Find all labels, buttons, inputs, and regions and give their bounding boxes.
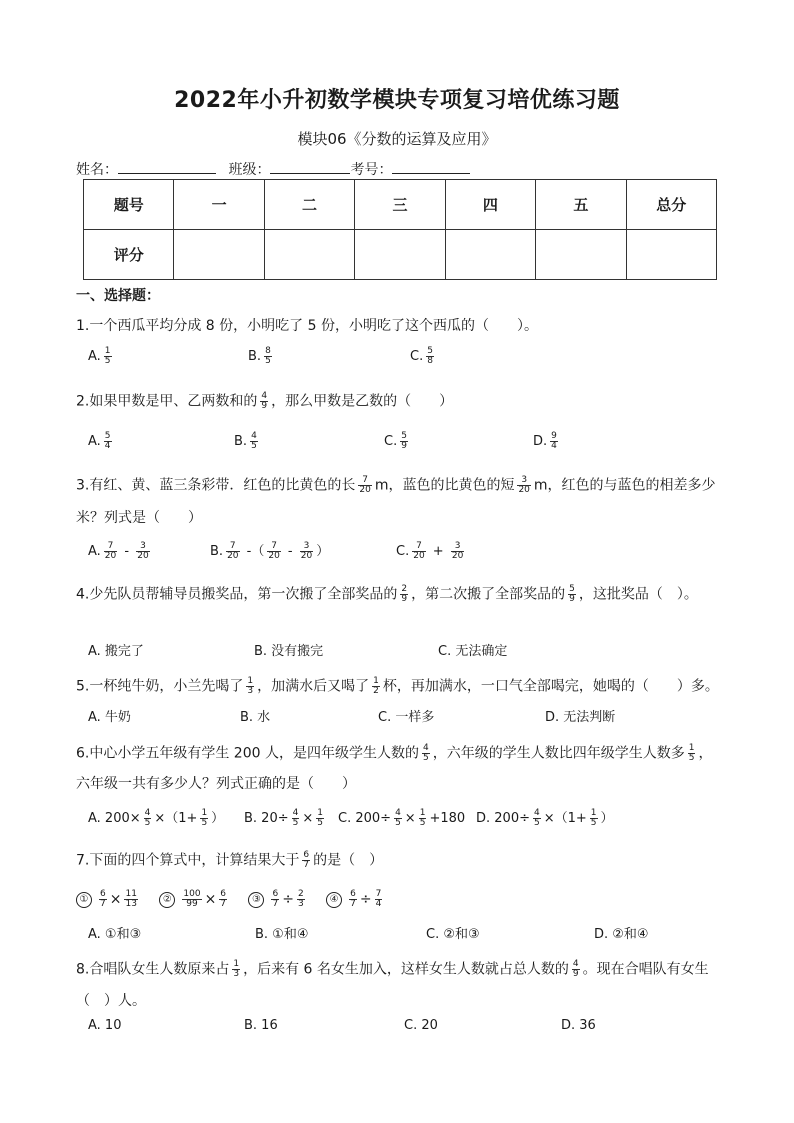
q1-option-b[interactable]: B. $\frac{8}{5}$ xyxy=(248,346,271,366)
name-label: 姓名： xyxy=(76,162,118,178)
q2-option-a[interactable]: A. $\frac{5}{4}$ xyxy=(88,431,111,451)
q7-option-a[interactable]: A. ①和③ xyxy=(88,927,142,942)
score-row-label: 评分 xyxy=(84,230,174,280)
q1-option-a[interactable]: A. $\frac{1}{5}$ xyxy=(88,346,111,366)
exam-number-blank[interactable] xyxy=(392,158,470,174)
question-2-text: 2.如果甲数是甲、乙两数和的 $\frac{4}{9}$ ，那么甲数是乙数的（ ） xyxy=(76,391,454,411)
q3-option-a[interactable]: A. $\frac{7}{20}$ - $\frac{3}{20}$ xyxy=(88,541,149,561)
student-info-line xyxy=(76,158,470,179)
question-7-text: 7.下面的四个算式中，计算结果大于 $\frac{6}{7}$ 的是（ ） xyxy=(76,850,384,870)
question-6-text-line2: 六年级一共有多少人？列式正确的是（ ） xyxy=(76,776,356,792)
circled-4: ④ xyxy=(326,892,342,908)
header-cell: 总分 xyxy=(626,180,716,230)
circled-3: ③ xyxy=(248,892,264,908)
q5-option-b[interactable]: B. 水 xyxy=(240,710,271,725)
q7-option-c[interactable]: C. ②和③ xyxy=(426,927,480,942)
score-cell[interactable] xyxy=(445,230,535,280)
header-cell: 三 xyxy=(355,180,445,230)
question-3-text: 3.有红、黄、蓝三条彩带．红色的比黄色的长 $\frac{7}{20}$ m，蓝色的比黄色的短 $\frac{3}{20}$ m，红色的与蓝色的相差多少 xyxy=(76,475,716,495)
score-cell[interactable] xyxy=(626,230,716,280)
header-cell: 一 xyxy=(174,180,264,230)
q3-option-c[interactable]: C. $\frac{7}{20}$ + $\frac{3}{20}$ xyxy=(396,541,464,561)
q4-option-c[interactable]: C. 无法确定 xyxy=(438,644,508,659)
class-label: 班级： xyxy=(228,162,271,178)
class-blank[interactable] xyxy=(270,158,350,174)
q3-option-b[interactable]: B. $\frac{7}{20}$ -（ $\frac{7}{20}$ - $\frac{3}{20}$ ） xyxy=(210,541,330,561)
name-blank[interactable] xyxy=(118,158,216,174)
q6-option-b[interactable]: B. 20÷ $\frac{4}{5}$ × $\frac{1}{5}$ xyxy=(244,808,323,828)
q7-option-d[interactable]: D. ②和④ xyxy=(594,927,649,942)
q7-option-b[interactable]: B. ①和④ xyxy=(255,927,309,942)
q5-option-d[interactable]: D. 无法判断 xyxy=(545,710,616,725)
q2-option-b[interactable]: B. $\frac{4}{5}$ xyxy=(234,431,257,451)
question-4-text: 4.少先队员帮辅导员搬奖品，第一次搬了全部奖品的 $\frac{2}{9}$ ，第二次搬了全部奖品的 $\frac{5}{9}$ ，这批奖品（ ）。 xyxy=(76,584,698,604)
circled-1: ① xyxy=(76,892,92,908)
header-cell: 题号 xyxy=(84,180,174,230)
q1-option-c[interactable]: C. $\frac{5}{8}$ xyxy=(410,346,433,366)
score-cell[interactable] xyxy=(264,230,354,280)
header-cell: 五 xyxy=(536,180,626,230)
q6-option-d[interactable]: D. 200÷ $\frac{4}{5}$ ×（1+ $\frac{1}{5}$ ） xyxy=(476,808,614,828)
page-title: 2022年小升初数学模块专项复习培优练习题 xyxy=(174,88,620,113)
q8-option-d[interactable]: D. 36 xyxy=(561,1018,596,1033)
q5-option-c[interactable]: C. 一样多 xyxy=(378,710,435,725)
q6-option-a[interactable]: A. 200× $\frac{4}{5}$ ×（1+ $\frac{1}{5}$ ） xyxy=(88,808,225,828)
q4-option-a[interactable]: A. 搬完了 xyxy=(88,644,144,659)
q4-option-b[interactable]: B. 没有搬完 xyxy=(254,644,324,659)
score-table-header-row xyxy=(84,180,717,230)
q8-option-c[interactable]: C. 20 xyxy=(404,1018,438,1033)
score-table-score-row xyxy=(84,230,717,280)
exam-label: 考号： xyxy=(350,162,393,178)
q6-option-c[interactable]: C. 200÷ $\frac{4}{5}$ × $\frac{1}{5}$ +180 xyxy=(338,808,466,828)
q8-option-a[interactable]: A. 10 xyxy=(88,1018,122,1033)
question-1-text: 1.一个西瓜平均分成 8 份，小明吃了 5 份，小明吃了这个西瓜的（ ）。 xyxy=(76,318,538,334)
header-cell: 四 xyxy=(445,180,535,230)
circled-2: ② xyxy=(159,892,175,908)
question-8-text-line2: （ ）人。 xyxy=(76,993,146,1009)
score-table xyxy=(83,179,717,280)
question-6-text: 6.中心小学五年级有学生 200 人，是四年级学生人数的 $\frac{4}{5}$ ，六年级的学生人数比四年级学生人数多 $\frac{1}{5}$ ， xyxy=(76,743,713,763)
q8-option-b[interactable]: B. 16 xyxy=(244,1018,278,1033)
q2-option-d[interactable]: D. $\frac{9}{4}$ xyxy=(533,431,557,451)
header-cell: 二 xyxy=(264,180,354,230)
score-cell[interactable] xyxy=(355,230,445,280)
score-cell[interactable] xyxy=(536,230,626,280)
question-8-text: 8.合唱队女生人数原来占 $\frac{1}{3}$ ，后来有 6 名女生加入，这样女生人数就占总人数的 $\frac{4}{9}$ 。现在合唱队有女生 xyxy=(76,959,709,979)
question-3-text-line2: 米？列式是（ ） xyxy=(76,510,202,526)
q5-option-a[interactable]: A. 牛奶 xyxy=(88,710,131,725)
page-subtitle: 模块06《分数的运算及应用》 xyxy=(297,130,497,148)
question-5-text: 5.一杯纯牛奶，小兰先喝了 $\frac{1}{3}$ ，加满水后又喝了 $\frac{1}{2}$ 杯，再加满水，一口气全部喝完，她喝的（ ）多。 xyxy=(76,676,719,696)
q2-option-c[interactable]: C. $\frac{5}{9}$ xyxy=(384,431,407,451)
section-heading: 一、选择题： xyxy=(76,288,160,304)
score-cell[interactable] xyxy=(174,230,264,280)
q7-expressions: ① $\frac{6}{7}$ × $\frac{11}{13}$ ② $\frac{100}{99}$ × $\frac{6}{7}$ ③ $\frac{6}{7}$ ÷ $\frac{2}{3}$ ④ $\frac{6}{7}$ ÷ $\frac{7}{4}$ xyxy=(76,890,385,909)
